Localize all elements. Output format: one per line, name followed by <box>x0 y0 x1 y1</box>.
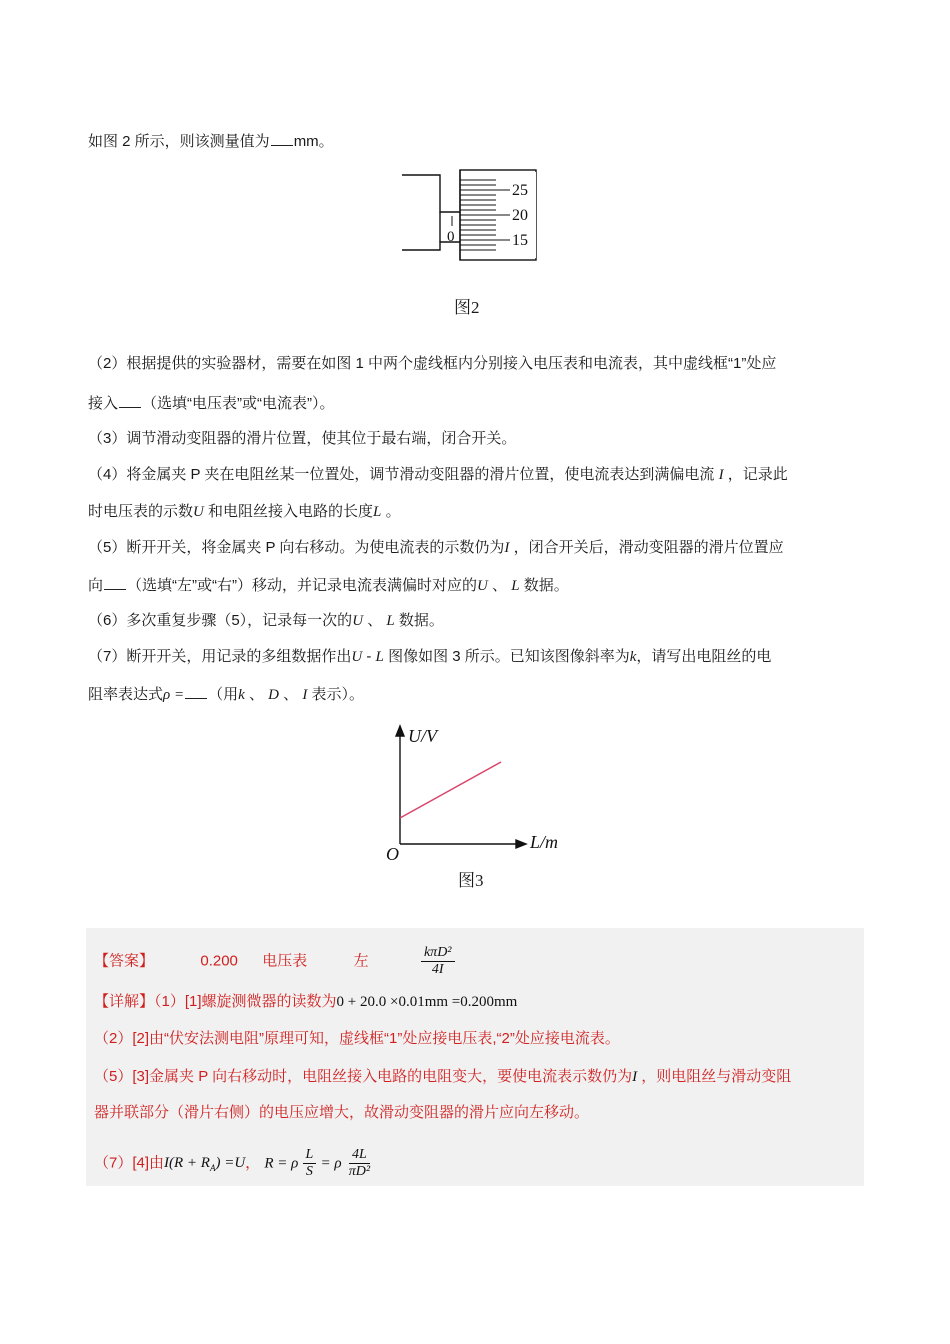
fraction-numerator: kπD² <box>421 945 455 962</box>
question-text: 、 <box>492 577 508 594</box>
question-text: 数据。 <box>523 577 569 594</box>
question-text: 向 <box>88 577 104 594</box>
question-text: 阻率表达式 <box>88 686 164 703</box>
answer-value-2: 电压表 <box>262 952 308 970</box>
math-part: = ρ <box>320 1155 342 1172</box>
question-text: （选填“电压表”或“电流表”）。 <box>142 395 335 412</box>
question-line: （2）根据提供的实验器材，需要在如图 1 中两个虚线框内分别接入电压表和电流表，其中虚线框“1”处应 <box>88 355 777 372</box>
detail-text: （5）[3]金属夹 P 向右移动时，电阻丝接入电路的电阻变大，要使电流表示数仍为 <box>94 1068 633 1085</box>
fraction-l-over-s <box>303 1147 317 1180</box>
y-axis-label <box>408 726 439 746</box>
variable-rho: ρ = <box>163 687 185 703</box>
variable-I: I <box>302 687 308 703</box>
fraction-numerator: 4L <box>349 1147 370 1164</box>
question-text: 如图 2 所示，则该测量值为 <box>88 133 270 150</box>
fraction-numerator: L <box>303 1147 317 1164</box>
variable-U: U <box>352 613 364 629</box>
detail-line-5 <box>94 1147 373 1180</box>
math-part: I(R + R <box>164 1155 210 1172</box>
answer-blank <box>185 684 207 699</box>
micrometer-tick-25: 25 <box>512 182 528 199</box>
question-text: mm。 <box>293 133 334 150</box>
question-line <box>88 465 788 485</box>
detail-text: （7）[4]由 <box>94 1154 165 1172</box>
question-text: ，请写出电阻丝的电 <box>636 648 772 665</box>
question-line <box>88 647 771 667</box>
detail-math: 0 + 20.0 ×0.01mm =0.200mm <box>336 994 518 1010</box>
x-axis-label-text: L/m <box>530 832 559 852</box>
fraction-4l-over-pid2 <box>346 1147 373 1180</box>
question-text: ，记录此 <box>727 466 788 483</box>
question-text: 时电压表的示数 <box>88 503 194 520</box>
detail-line-3 <box>94 1067 791 1087</box>
u-l-line <box>400 762 501 818</box>
answer-line <box>94 945 455 978</box>
variable-L: L <box>386 613 395 629</box>
math-part: R = ρ <box>264 1155 299 1172</box>
detail-text: ，则电阻丝与滑动变阻 <box>641 1068 792 1085</box>
x-axis-label <box>529 832 558 852</box>
answer-blank <box>104 575 126 590</box>
question-text: （用 <box>208 686 239 703</box>
variable-I: I <box>632 1069 638 1085</box>
question-line: （3）调节滑动变阻器的滑片位置，使其位于最右端，闭合开关。 <box>88 430 517 447</box>
variable-L: L <box>375 649 384 665</box>
answer-value-4 <box>421 945 455 978</box>
micrometer-tick-20: 20 <box>512 207 528 224</box>
answer-blank <box>119 393 141 408</box>
question-line <box>88 502 401 522</box>
detail-text: （1）[1]螺旋测微器的读数为 <box>154 993 337 1010</box>
question-text: （5）断开开关，将金属夹 P 向右移动。为使电流表的示数仍为 <box>88 539 505 556</box>
answer-value-3: 左 <box>353 952 369 970</box>
question-line <box>88 684 364 705</box>
variable-U: U <box>351 649 363 665</box>
variable-U: U <box>193 504 204 520</box>
question-text: （7）断开开关，用记录的多组数据作出 <box>88 648 352 665</box>
question-text: 、 <box>283 686 299 703</box>
question-text: （4）将金属夹 P 夹在电阻丝某一位置处，调节滑动变阻器的滑片位置，使电流表达到满偏电流 <box>88 466 715 483</box>
variable-D: D <box>268 687 279 703</box>
variable-U: U <box>477 578 488 594</box>
fraction-denominator: S <box>305 1164 313 1179</box>
question-text: （6）多次重复步骤（5），记录每一次的 <box>88 612 353 629</box>
detail-line-4: 器并联部分（滑片右侧）的电压应增大，故滑动变阻器的滑片应向左移动。 <box>94 1104 590 1121</box>
detail-text: ， <box>245 1154 261 1172</box>
answer-blank <box>271 131 293 146</box>
question-text: 接入 <box>88 395 119 412</box>
question-text: 表示）。 <box>311 686 365 703</box>
question-text: 数据。 <box>398 612 444 629</box>
x-axis-arrow-icon <box>516 840 526 848</box>
variable-L: L <box>511 578 520 594</box>
u-l-graph-figure <box>378 720 578 865</box>
question-text: 、 <box>367 612 383 629</box>
question-text: - <box>362 648 376 665</box>
question-text: 。 <box>385 503 401 520</box>
variable-k: k <box>238 687 245 703</box>
answer-value-1: 0.200 <box>200 952 238 970</box>
micrometer-tick-15: 15 <box>512 232 528 249</box>
variable-k: k <box>629 649 637 665</box>
question-line <box>88 575 569 596</box>
fraction-denominator: 4I <box>431 962 444 977</box>
question-line <box>88 538 784 558</box>
micrometer-zero: 0 <box>447 229 455 245</box>
figure-2-caption: 图2 <box>454 298 480 317</box>
question-text: 和电阻丝接入电路的长度 <box>208 503 374 520</box>
micrometer-figure <box>398 164 548 264</box>
question-text: ，闭合开关后，滑动变阻器的滑片位置应 <box>513 539 784 556</box>
math-subscript: A <box>209 1163 216 1174</box>
variable-I: I <box>504 540 510 556</box>
question-text: （选填“左”或“右”）移动，并记录电流表满偏时对应的 <box>127 577 477 594</box>
detail-math <box>164 1155 246 1174</box>
question-line <box>88 393 335 414</box>
detail-label: 【详解】 <box>94 993 155 1010</box>
detail-line-1 <box>94 992 517 1012</box>
question-text: 、 <box>248 686 264 703</box>
answer-box <box>86 928 864 1186</box>
y-axis-arrow-icon <box>396 726 404 736</box>
question-line-1 <box>88 131 334 152</box>
origin-label: O <box>386 844 399 864</box>
variable-I: I <box>718 467 724 483</box>
math-part: ) =U <box>215 1155 246 1172</box>
detail-line-2: （2）[2]由“伏安法测电阻”原理可知，虚线框“1”处应接电压表,“2”处应接电流表。 <box>94 1030 620 1047</box>
variable-L: L <box>373 504 382 520</box>
question-text: 图像如图 3 所示。已知该图像斜率为 <box>388 648 630 665</box>
figure-3-caption: 图3 <box>458 871 484 890</box>
fraction-denominator: πD² <box>348 1164 371 1179</box>
y-axis-label-text: U/V <box>408 726 437 746</box>
answer-label: 【答案】 <box>94 952 155 970</box>
question-line <box>88 611 444 631</box>
